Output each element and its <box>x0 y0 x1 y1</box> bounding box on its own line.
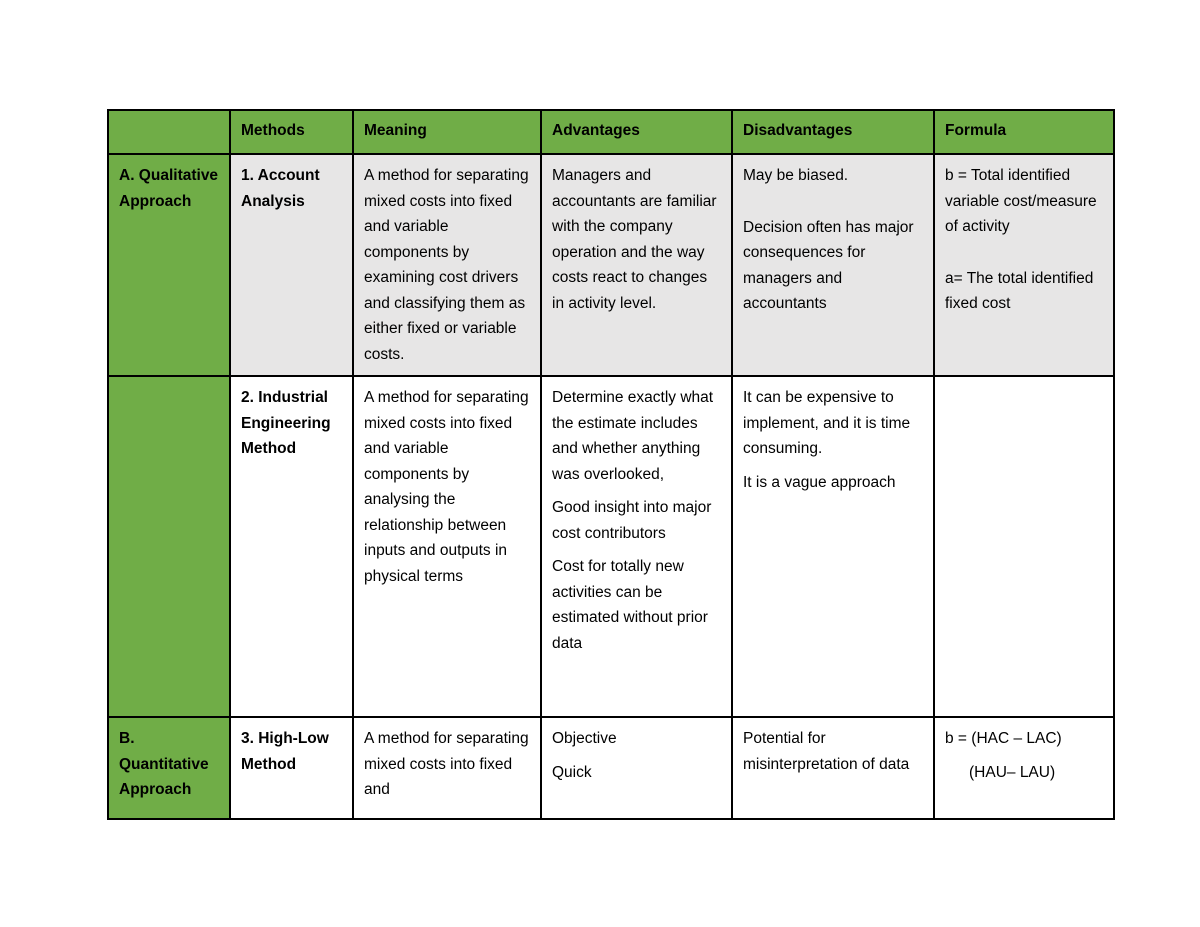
formula-line: b = (HAC – LAC) <box>945 730 1062 747</box>
approach-cell <box>108 376 230 717</box>
disadvantages-cell <box>732 154 934 376</box>
header-cell-disadvantages: Disadvantages <box>732 110 934 154</box>
meaning-cell: A method for separating mixed costs into fixed and <box>353 717 541 819</box>
header-cell-meaning: Meaning <box>353 110 541 154</box>
header-cell-formula: Formula <box>934 110 1114 154</box>
header-cell-methods: Methods <box>230 110 353 154</box>
formula-line: a= The total identified fixed cost <box>945 269 1094 312</box>
formula-cell <box>934 717 1114 819</box>
formula-line: b = Total identified variable cost/measure of activity <box>945 167 1097 235</box>
disadvantages-cell <box>732 376 934 717</box>
table-row <box>108 717 1114 819</box>
method-cell: 3. High-Low Method <box>230 717 353 819</box>
formula-cell <box>934 154 1114 376</box>
formula-line: (HAU– LAU) <box>969 763 1056 781</box>
disadvantage-item: May be biased. <box>743 167 849 184</box>
advantages-cell <box>541 154 732 376</box>
advantage-item: Determine exactly what the estimate includes and whether anything was overlooked, <box>552 389 714 483</box>
meaning-cell: A method for separating mixed costs into fixed and variable components by analysing the relationship between inputs and outputs in physical terms <box>353 376 541 717</box>
method-cell: 1. Account Analysis <box>230 154 353 376</box>
table-row <box>108 154 1114 376</box>
formula-cell <box>934 376 1114 717</box>
meaning-cell: A method for separating mixed costs into fixed and variable components by examining cost drivers and classifying them as either fixed or variable costs. <box>353 154 541 376</box>
approach-cell: A. Qualitative Approach <box>108 154 230 376</box>
advantages-cell <box>541 376 732 717</box>
header-cell-advantages: Advantages <box>541 110 732 154</box>
advantage-item: Good insight into major cost contributors <box>552 499 712 542</box>
advantage-item: Managers and accountants are familiar with the company operation and the way costs react to changes in activity level. <box>552 167 717 312</box>
disadvantage-item: Decision often has major consequences for managers and accountants <box>743 218 914 312</box>
table-header-row <box>108 110 1114 154</box>
disadvantage-item: It is a vague approach <box>743 473 896 491</box>
disadvantages-cell <box>732 717 934 819</box>
header-cell-approach <box>108 110 230 154</box>
disadvantage-item: It can be expensive to implement, and it is time consuming. <box>743 389 911 457</box>
advantage-item: Cost for totally new activities can be estimated without prior data <box>552 558 708 652</box>
advantages-cell <box>541 717 732 819</box>
cost-methods-table <box>107 109 1115 820</box>
method-cell: 2. Industrial Engineering Method <box>230 376 353 717</box>
advantage-item: Objective <box>552 730 617 747</box>
approach-cell: B. Quantitative Approach <box>108 717 230 819</box>
advantage-item: Quick <box>552 763 592 781</box>
table-row <box>108 376 1114 717</box>
disadvantage-item: Potential for misinterpretation of data <box>743 730 910 773</box>
